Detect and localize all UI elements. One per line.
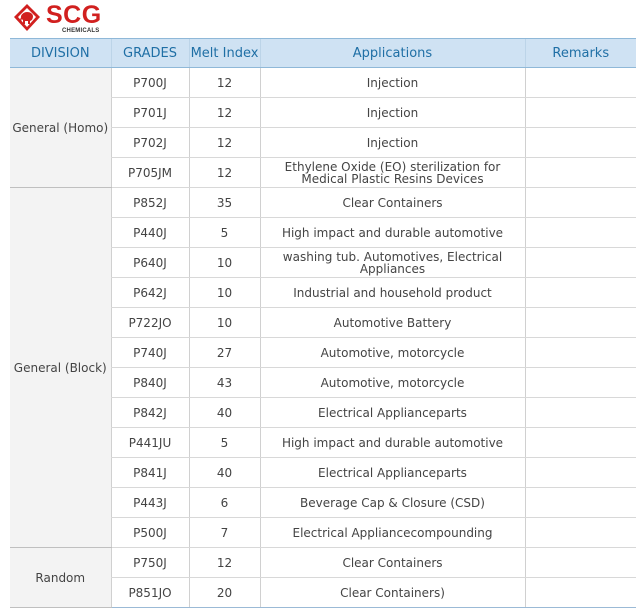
remarks-cell: [525, 98, 636, 128]
grade-cell: P500J: [111, 518, 189, 548]
remarks-cell: [525, 278, 636, 308]
logo-wordmark: SCG: [46, 1, 102, 29]
remarks-cell: [525, 218, 636, 248]
table-body: [10, 68, 636, 608]
division-cell: Random: [10, 548, 111, 608]
melt-index-cell: 40: [189, 458, 260, 488]
melt-index-cell: 5: [189, 428, 260, 458]
application-cell: Clear Containers: [260, 548, 525, 578]
application-cell: Automotive, motorcycle: [260, 368, 525, 398]
remarks-cell: [525, 188, 636, 218]
melt-index-cell: 12: [189, 68, 260, 98]
grade-cell: P441JU: [111, 428, 189, 458]
division-cell: General (Block): [10, 188, 111, 548]
melt-index-cell: 10: [189, 278, 260, 308]
application-cell: Electrical Applianceparts: [260, 458, 525, 488]
remarks-cell: [525, 578, 636, 608]
application-cell: Beverage Cap & Closure (CSD): [260, 488, 525, 518]
grade-cell: P851JO: [111, 578, 189, 608]
header-melt-index: Melt Index: [189, 39, 260, 68]
melt-index-cell: 12: [189, 158, 260, 188]
application-cell: Electrical Appliancecompounding: [260, 518, 525, 548]
grade-cell: P750J: [111, 548, 189, 578]
application-cell: High impact and durable automotive: [260, 428, 525, 458]
header-grades: GRADES: [111, 39, 189, 68]
grade-cell: P640J: [111, 248, 189, 278]
melt-index-cell: 27: [189, 338, 260, 368]
grade-cell: P702J: [111, 128, 189, 158]
melt-index-cell: 43: [189, 368, 260, 398]
melt-index-cell: 12: [189, 548, 260, 578]
remarks-cell: [525, 338, 636, 368]
application-cell: Industrial and household product: [260, 278, 525, 308]
melt-index-cell: 35: [189, 188, 260, 218]
remarks-cell: [525, 368, 636, 398]
grade-cell: P842J: [111, 398, 189, 428]
melt-index-cell: 12: [189, 128, 260, 158]
grade-cell: P841J: [111, 458, 189, 488]
remarks-cell: [525, 158, 636, 188]
remarks-cell: [525, 518, 636, 548]
melt-index-cell: 7: [189, 518, 260, 548]
application-cell: Electrical Applianceparts: [260, 398, 525, 428]
grade-cell: P705JM: [111, 158, 189, 188]
grade-cell: P440J: [111, 218, 189, 248]
remarks-cell: [525, 488, 636, 518]
grade-cell: P642J: [111, 278, 189, 308]
division-cell: General (Homo): [10, 68, 111, 188]
grade-cell: P701J: [111, 98, 189, 128]
application-cell: Injection: [260, 68, 525, 98]
application-cell: Automotive, motorcycle: [260, 338, 525, 368]
scg-logo: [12, 3, 102, 35]
remarks-cell: [525, 248, 636, 278]
grade-cell: P443J: [111, 488, 189, 518]
melt-index-cell: 10: [189, 308, 260, 338]
remarks-cell: [525, 68, 636, 98]
grades-table: [10, 38, 636, 608]
application-cell: Injection: [260, 128, 525, 158]
grade-cell: P852J: [111, 188, 189, 218]
grade-cell: P700J: [111, 68, 189, 98]
table-header-row: [10, 39, 636, 68]
grade-cell: P722JO: [111, 308, 189, 338]
application-cell: washing tub. Automotives, Electrical Appliances: [260, 248, 525, 278]
elephant-emblem-icon: [12, 3, 42, 33]
application-cell: Ethylene Oxide (EO) sterilization for Medical Plastic Resins Devices: [260, 158, 525, 188]
header-division: DIVISION: [10, 39, 111, 68]
melt-index-cell: 40: [189, 398, 260, 428]
remarks-cell: [525, 128, 636, 158]
application-cell: High impact and durable automotive: [260, 218, 525, 248]
melt-index-cell: 5: [189, 218, 260, 248]
remarks-cell: [525, 398, 636, 428]
header-remarks: Remarks: [525, 39, 636, 68]
melt-index-cell: 10: [189, 248, 260, 278]
table-row: [10, 548, 636, 578]
melt-index-cell: 12: [189, 98, 260, 128]
application-cell: Automotive Battery: [260, 308, 525, 338]
table-row: [10, 188, 636, 218]
melt-index-cell: 6: [189, 488, 260, 518]
application-cell: Clear Containers: [260, 188, 525, 218]
remarks-cell: [525, 308, 636, 338]
remarks-cell: [525, 548, 636, 578]
logo-subtitle: CHEMICALS: [62, 28, 100, 34]
table-row: [10, 68, 636, 98]
remarks-cell: [525, 458, 636, 488]
application-cell: Clear Containers): [260, 578, 525, 608]
grade-cell: P740J: [111, 338, 189, 368]
application-cell: Injection: [260, 98, 525, 128]
header-applications: Applications: [260, 39, 525, 68]
melt-index-cell: 20: [189, 578, 260, 608]
grade-cell: P840J: [111, 368, 189, 398]
remarks-cell: [525, 428, 636, 458]
